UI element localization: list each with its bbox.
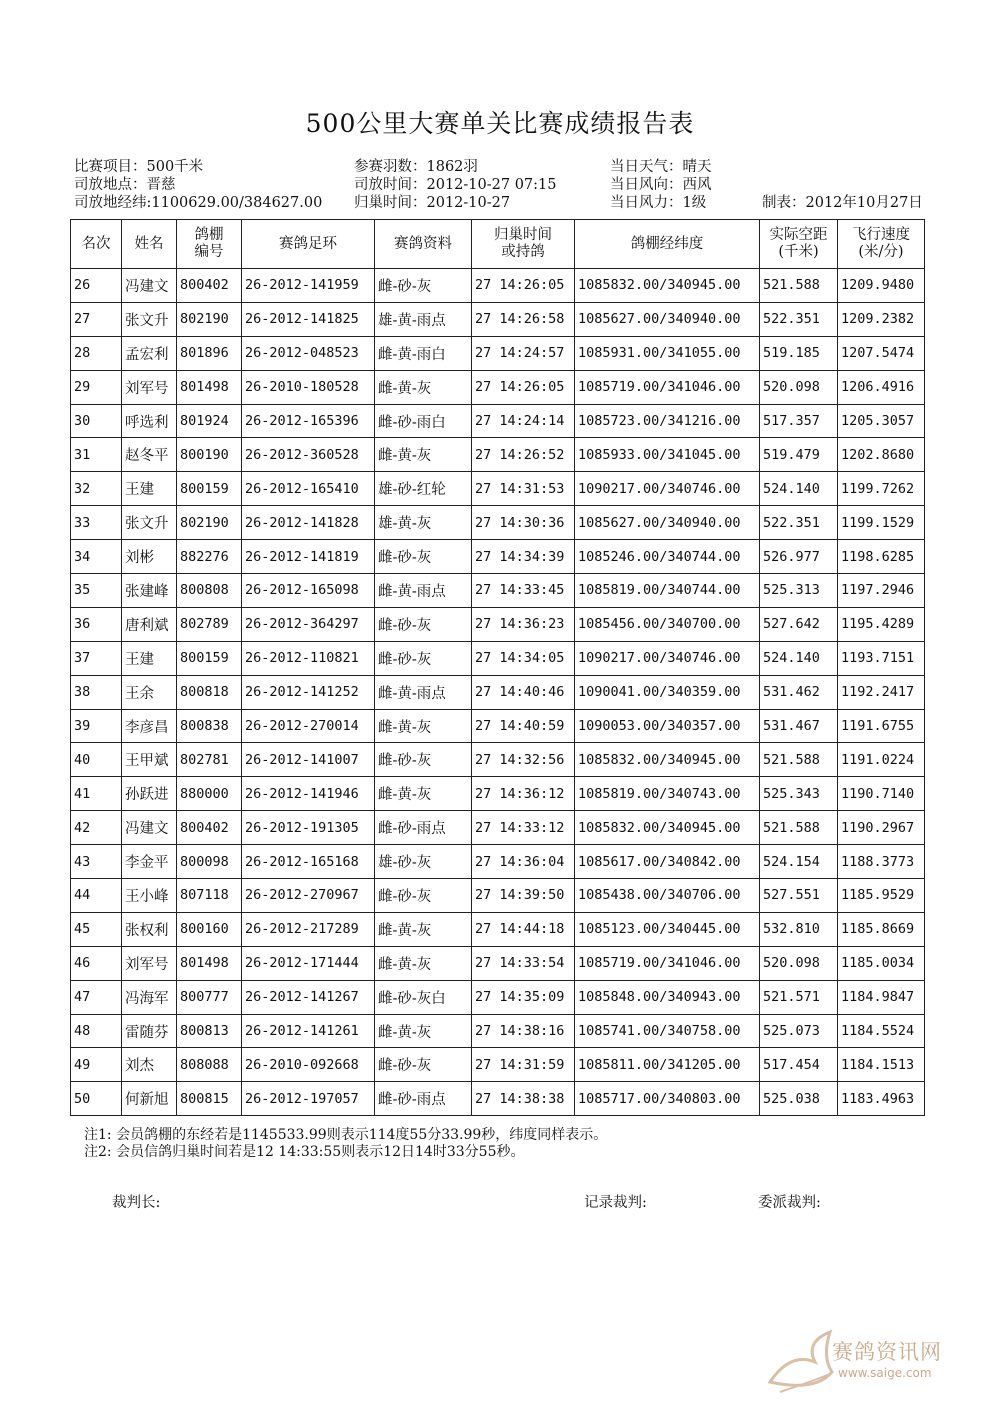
cell-speed: 1183.4963 (838, 1082, 925, 1116)
cell-speed: 1190.7140 (838, 777, 925, 811)
cell-loft-id: 800808 (177, 574, 242, 608)
cell-loft-coordinates: 1085931.00/341055.00 (575, 336, 760, 370)
cell-name: 王建 (122, 472, 177, 506)
cell-speed: 1185.8669 (838, 912, 925, 946)
cell-ring-number: 26-2010-092668 (242, 1048, 375, 1082)
cell-return-time: 27 14:26:05 (472, 370, 575, 404)
cell-loft-coordinates: 1085832.00/340945.00 (575, 269, 760, 303)
cell-rank: 48 (71, 1014, 122, 1048)
cell-ring-number: 26-2012-141252 (242, 675, 375, 709)
report-title: 500公里大赛单关比赛成绩报告表 (305, 109, 695, 138)
cell-distance: 517.454 (760, 1048, 838, 1082)
cell-name: 张文升 (122, 302, 177, 336)
cell-name: 冯建文 (122, 269, 177, 303)
cell-loft-id: 882276 (177, 540, 242, 574)
cell-loft-id: 801498 (177, 946, 242, 980)
cell-name: 雷随芬 (122, 1014, 177, 1048)
release-coordinates: 司放地经纬:1100629.00/384627.00 (74, 195, 323, 211)
header-bird-info: 赛鸽资料 (375, 220, 472, 269)
table-row (71, 1082, 925, 1116)
cell-name: 冯海军 (122, 980, 177, 1014)
cell-name: 孟宏利 (122, 336, 177, 370)
cell-name: 孙跃进 (122, 777, 177, 811)
cell-loft-id: 808088 (177, 1048, 242, 1082)
cell-rank: 41 (71, 777, 122, 811)
cell-ring-number: 26-2012-141946 (242, 777, 375, 811)
cell-rank: 47 (71, 980, 122, 1014)
cell-loft-id: 801498 (177, 370, 242, 404)
cell-loft-coordinates: 1085933.00/341045.00 (575, 438, 760, 472)
cell-name: 王余 (122, 675, 177, 709)
cell-loft-id: 800818 (177, 675, 242, 709)
cell-bird-info: 雌-黄-灰 (375, 370, 472, 404)
cell-name: 刘彬 (122, 540, 177, 574)
cell-bird-info: 雌-黄-灰 (375, 912, 472, 946)
info-row-3 (74, 194, 934, 212)
header-rank: 名次 (71, 220, 122, 269)
cell-return-time: 27 14:26:58 (472, 302, 575, 336)
cell-return-time: 27 14:34:39 (472, 540, 575, 574)
cell-return-time: 27 14:36:12 (472, 777, 575, 811)
cell-speed: 1199.1529 (838, 506, 925, 540)
cell-bird-info: 雄-黄-灰 (375, 506, 472, 540)
cell-speed: 1190.2967 (838, 811, 925, 845)
cell-ring-number: 26-2012-141819 (242, 540, 375, 574)
header-loft-coordinates: 鸽棚经纬度 (575, 220, 760, 269)
header-distance: 实际空距 (千米) (760, 220, 838, 269)
wind-direction: 当日风向：西风 (610, 177, 712, 193)
cell-rank: 34 (71, 540, 122, 574)
cell-return-time: 27 14:30:36 (472, 506, 575, 540)
cell-distance: 526.977 (760, 540, 838, 574)
cell-distance: 520.098 (760, 370, 838, 404)
table-body (71, 269, 925, 1116)
cell-loft-coordinates: 1085741.00/340758.00 (575, 1014, 760, 1048)
cell-loft-id: 800838 (177, 709, 242, 743)
table-row (71, 607, 925, 641)
cell-return-time: 27 14:34:05 (472, 641, 575, 675)
cell-loft-coordinates: 1085717.00/340803.00 (575, 1082, 760, 1116)
cell-rank: 29 (71, 370, 122, 404)
cell-ring-number: 26-2012-141261 (242, 1014, 375, 1048)
cell-return-time: 27 14:26:05 (472, 269, 575, 303)
cell-bird-info: 雌-黄-雨点 (375, 574, 472, 608)
cell-rank: 43 (71, 845, 122, 879)
info-row-1 (74, 158, 934, 176)
cell-name: 唐利斌 (122, 607, 177, 641)
cell-name: 张权利 (122, 912, 177, 946)
header-speed: 飞行速度 (米/分) (838, 220, 925, 269)
cell-bird-info: 雌-砂-雨白 (375, 404, 472, 438)
note-2: 注2: 会员信鸽归巢时间若是12 14:33:55则表示12日14时33分55秒。 (84, 1144, 525, 1160)
cell-rank: 38 (71, 675, 122, 709)
cell-rank: 36 (71, 607, 122, 641)
cell-ring-number: 26-2010-180528 (242, 370, 375, 404)
cell-rank: 49 (71, 1048, 122, 1082)
cell-rank: 42 (71, 811, 122, 845)
cell-distance: 521.571 (760, 980, 838, 1014)
table-header (71, 220, 925, 269)
cell-loft-id: 800159 (177, 641, 242, 675)
cell-speed: 1191.0224 (838, 743, 925, 777)
cell-bird-info: 雌-砂-灰 (375, 1048, 472, 1082)
cell-name: 刘军号 (122, 946, 177, 980)
cell-distance: 524.140 (760, 641, 838, 675)
cell-loft-coordinates: 1085811.00/341205.00 (575, 1048, 760, 1082)
cell-ring-number: 26-2012-141825 (242, 302, 375, 336)
cell-loft-id: 800813 (177, 1014, 242, 1048)
table-row (71, 912, 925, 946)
info-row-2 (74, 176, 934, 194)
table-row (71, 269, 925, 303)
cell-ring-number: 26-2012-270014 (242, 709, 375, 743)
cell-bird-info: 雌-黄-雨白 (375, 336, 472, 370)
cell-loft-id: 801924 (177, 404, 242, 438)
cell-bird-info: 雌-砂-灰 (375, 607, 472, 641)
cell-distance: 521.588 (760, 269, 838, 303)
cell-distance: 519.185 (760, 336, 838, 370)
cell-speed: 1193.7151 (838, 641, 925, 675)
release-time: 司放时间：2012-10-27 07:15 (354, 177, 557, 193)
cell-distance: 517.357 (760, 404, 838, 438)
cell-return-time: 27 14:36:23 (472, 607, 575, 641)
cell-ring-number: 26-2012-141959 (242, 269, 375, 303)
cell-rank: 50 (71, 1082, 122, 1116)
cell-rank: 27 (71, 302, 122, 336)
cell-rank: 30 (71, 404, 122, 438)
cell-bird-info: 雌-黄-灰 (375, 946, 472, 980)
cell-distance: 527.642 (760, 607, 838, 641)
header-ring-number: 赛鸽足环 (242, 220, 375, 269)
cell-loft-coordinates: 1085627.00/340940.00 (575, 506, 760, 540)
cell-ring-number: 26-2012-141267 (242, 980, 375, 1014)
cell-loft-id: 802190 (177, 506, 242, 540)
cell-distance: 525.073 (760, 1014, 838, 1048)
cell-loft-coordinates: 1085627.00/340940.00 (575, 302, 760, 336)
cell-bird-info: 雌-砂-灰 (375, 641, 472, 675)
cell-distance: 521.588 (760, 743, 838, 777)
cell-name: 赵冬平 (122, 438, 177, 472)
cell-loft-id: 880000 (177, 777, 242, 811)
cell-speed: 1197.2946 (838, 574, 925, 608)
cell-ring-number: 26-2012-364297 (242, 607, 375, 641)
cell-bird-info: 雄-砂-红轮 (375, 472, 472, 506)
cell-distance: 525.038 (760, 1082, 838, 1116)
table-row (71, 438, 925, 472)
chief-judge-label: 裁判长: (112, 1195, 161, 1211)
cell-loft-id: 802781 (177, 743, 242, 777)
footnotes (84, 1127, 607, 1161)
table-row (71, 811, 925, 845)
cell-distance: 525.313 (760, 574, 838, 608)
delegated-judge-label: 委派裁判: (758, 1195, 821, 1211)
results-table (70, 219, 925, 1116)
wind-force: 当日风力：1级 (610, 195, 707, 211)
cell-bird-info: 雄-黄-雨点 (375, 302, 472, 336)
cell-rank: 35 (71, 574, 122, 608)
cell-distance: 531.467 (760, 709, 838, 743)
cell-loft-id: 800098 (177, 845, 242, 879)
cell-bird-info: 雌-黄-雨点 (375, 675, 472, 709)
cell-return-time: 27 14:33:54 (472, 946, 575, 980)
cell-speed: 1184.9847 (838, 980, 925, 1014)
cell-bird-info: 雌-黄-灰 (375, 777, 472, 811)
tabulated-date: 制表：2012年10月27日 (762, 195, 923, 211)
cell-name: 冯建文 (122, 811, 177, 845)
cell-loft-coordinates: 1085723.00/341216.00 (575, 404, 760, 438)
cell-loft-coordinates: 1090217.00/340746.00 (575, 472, 760, 506)
cell-name: 呼选利 (122, 404, 177, 438)
cell-loft-coordinates: 1090041.00/340359.00 (575, 675, 760, 709)
cell-distance: 531.462 (760, 675, 838, 709)
cell-loft-id: 800160 (177, 912, 242, 946)
cell-speed: 1199.7262 (838, 472, 925, 506)
cell-return-time: 27 14:24:57 (472, 336, 575, 370)
cell-ring-number: 26-2012-048523 (242, 336, 375, 370)
cell-bird-info: 雌-砂-灰 (375, 879, 472, 913)
cell-speed: 1206.4916 (838, 370, 925, 404)
cell-name: 刘军号 (122, 370, 177, 404)
cell-ring-number: 26-2012-197057 (242, 1082, 375, 1116)
cell-speed: 1207.5474 (838, 336, 925, 370)
cell-loft-id: 800777 (177, 980, 242, 1014)
watermark-url: www.saige.com (838, 1366, 932, 1380)
table-row (71, 404, 925, 438)
header-name: 姓名 (122, 220, 177, 269)
cell-ring-number: 26-2012-141828 (242, 506, 375, 540)
cell-speed: 1198.6285 (838, 540, 925, 574)
cell-ring-number: 26-2012-165168 (242, 845, 375, 879)
cell-rank: 33 (71, 506, 122, 540)
cell-rank: 32 (71, 472, 122, 506)
cell-loft-coordinates: 1085246.00/340744.00 (575, 540, 760, 574)
cell-rank: 37 (71, 641, 122, 675)
cell-loft-id: 801896 (177, 336, 242, 370)
race-item: 比赛项目：500千米 (74, 159, 204, 175)
cell-ring-number: 26-2012-217289 (242, 912, 375, 946)
table-row (71, 336, 925, 370)
table-row (71, 1014, 925, 1048)
cell-return-time: 27 14:24:14 (472, 404, 575, 438)
cell-return-time: 27 14:32:56 (472, 743, 575, 777)
cell-bird-info: 雌-砂-雨点 (375, 1082, 472, 1116)
table-row (71, 540, 925, 574)
table-row (71, 1048, 925, 1082)
cell-loft-coordinates: 1085848.00/340943.00 (575, 980, 760, 1014)
cell-loft-id: 800815 (177, 1082, 242, 1116)
cell-return-time: 27 14:38:16 (472, 1014, 575, 1048)
cell-loft-coordinates: 1085719.00/341046.00 (575, 370, 760, 404)
cell-bird-info: 雌-砂-雨点 (375, 811, 472, 845)
table-row (71, 879, 925, 913)
cell-rank: 31 (71, 438, 122, 472)
cell-loft-coordinates: 1085438.00/340706.00 (575, 879, 760, 913)
cell-name: 王小峰 (122, 879, 177, 913)
cell-return-time: 27 14:44:18 (472, 912, 575, 946)
table-row (71, 709, 925, 743)
cell-return-time: 27 14:31:59 (472, 1048, 575, 1082)
table-row (71, 743, 925, 777)
cell-speed: 1192.2417 (838, 675, 925, 709)
cell-ring-number: 26-2012-171444 (242, 946, 375, 980)
cell-speed: 1184.1513 (838, 1048, 925, 1082)
table-row (71, 506, 925, 540)
cell-return-time: 27 14:33:12 (472, 811, 575, 845)
table-row (71, 777, 925, 811)
return-date: 归巢时间：2012-10-27 (354, 195, 511, 211)
cell-loft-coordinates: 1085123.00/340445.00 (575, 912, 760, 946)
weather: 当日天气：晴天 (610, 159, 712, 175)
cell-rank: 46 (71, 946, 122, 980)
cell-speed: 1195.4289 (838, 607, 925, 641)
cell-bird-info: 雌-砂-灰 (375, 743, 472, 777)
cell-name: 王建 (122, 641, 177, 675)
cell-speed: 1205.3057 (838, 404, 925, 438)
cell-ring-number: 26-2012-165098 (242, 574, 375, 608)
table-row (71, 845, 925, 879)
cell-loft-id: 800402 (177, 811, 242, 845)
cell-return-time: 27 14:36:04 (472, 845, 575, 879)
header-return-time: 归巢时间 或持鸽 (472, 220, 575, 269)
note-1: 注1: 会员鸽棚的东经若是1145533.99则表示114度55分33.99秒，纬度同样表示。 (84, 1127, 608, 1143)
entry-count: 参赛羽数：1862羽 (354, 159, 478, 175)
cell-speed: 1185.0034 (838, 946, 925, 980)
cell-loft-id: 800190 (177, 438, 242, 472)
table-row (71, 370, 925, 404)
cell-bird-info: 雌-黄-灰 (375, 438, 472, 472)
cell-loft-coordinates: 1085819.00/340744.00 (575, 574, 760, 608)
cell-ring-number: 26-2012-165410 (242, 472, 375, 506)
cell-speed: 1209.9480 (838, 269, 925, 303)
cell-speed: 1202.8680 (838, 438, 925, 472)
cell-distance: 524.154 (760, 845, 838, 879)
cell-ring-number: 26-2012-141007 (242, 743, 375, 777)
cell-loft-coordinates: 1085832.00/340945.00 (575, 811, 760, 845)
cell-speed: 1185.9529 (838, 879, 925, 913)
watermark-text: 赛鸽资讯网 (832, 1340, 942, 1364)
cell-name: 张文升 (122, 506, 177, 540)
cell-speed: 1188.3773 (838, 845, 925, 879)
table-row (71, 675, 925, 709)
cell-distance: 520.098 (760, 946, 838, 980)
cell-bird-info: 雌-黄-灰 (375, 1014, 472, 1048)
cell-loft-coordinates: 1085617.00/340842.00 (575, 845, 760, 879)
cell-return-time: 27 14:33:45 (472, 574, 575, 608)
cell-return-time: 27 14:35:09 (472, 980, 575, 1014)
cell-distance: 521.588 (760, 811, 838, 845)
table-row (71, 574, 925, 608)
cell-loft-coordinates: 1085456.00/340700.00 (575, 607, 760, 641)
cell-rank: 44 (71, 879, 122, 913)
cell-loft-coordinates: 1085832.00/340945.00 (575, 743, 760, 777)
cell-return-time: 27 14:38:38 (472, 1082, 575, 1116)
cell-loft-coordinates: 1090053.00/340357.00 (575, 709, 760, 743)
cell-name: 张建峰 (122, 574, 177, 608)
cell-speed: 1191.6755 (838, 709, 925, 743)
cell-loft-coordinates: 1085719.00/341046.00 (575, 946, 760, 980)
cell-bird-info: 雌-砂-灰 (375, 269, 472, 303)
cell-loft-coordinates: 1090217.00/340746.00 (575, 641, 760, 675)
cell-return-time: 27 14:40:59 (472, 709, 575, 743)
cell-distance: 527.551 (760, 879, 838, 913)
cell-loft-id: 802789 (177, 607, 242, 641)
recording-judge-label: 记录裁判: (584, 1195, 647, 1211)
cell-loft-id: 800159 (177, 472, 242, 506)
cell-speed: 1184.5524 (838, 1014, 925, 1048)
cell-distance: 525.343 (760, 777, 838, 811)
cell-loft-id: 807118 (177, 879, 242, 913)
cell-speed: 1209.2382 (838, 302, 925, 336)
cell-bird-info: 雌-砂-灰白 (375, 980, 472, 1014)
cell-ring-number: 26-2012-191305 (242, 811, 375, 845)
cell-loft-id: 802190 (177, 302, 242, 336)
cell-name: 李金平 (122, 845, 177, 879)
cell-bird-info: 雄-砂-灰 (375, 845, 472, 879)
cell-rank: 40 (71, 743, 122, 777)
cell-return-time: 27 14:40:46 (472, 675, 575, 709)
cell-ring-number: 26-2012-165396 (242, 404, 375, 438)
cell-return-time: 27 14:26:52 (472, 438, 575, 472)
cell-name: 王甲斌 (122, 743, 177, 777)
cell-rank: 28 (71, 336, 122, 370)
cell-bird-info: 雌-砂-灰 (375, 540, 472, 574)
cell-bird-info: 雌-黄-灰 (375, 709, 472, 743)
cell-distance: 532.810 (760, 912, 838, 946)
cell-return-time: 27 14:39:50 (472, 879, 575, 913)
table-row (71, 641, 925, 675)
table-row (71, 946, 925, 980)
release-location: 司放地点：晋慈 (74, 177, 176, 193)
cell-distance: 519.479 (760, 438, 838, 472)
race-info (74, 158, 934, 212)
table-row (71, 302, 925, 336)
cell-rank: 26 (71, 269, 122, 303)
cell-rank: 39 (71, 709, 122, 743)
cell-loft-coordinates: 1085819.00/340743.00 (575, 777, 760, 811)
table-row (71, 980, 925, 1014)
cell-rank: 45 (71, 912, 122, 946)
cell-ring-number: 26-2012-360528 (242, 438, 375, 472)
cell-name: 李彦昌 (122, 709, 177, 743)
header-loft-id: 鸽棚 编号 (177, 220, 242, 269)
cell-distance: 522.351 (760, 506, 838, 540)
cell-ring-number: 26-2012-110821 (242, 641, 375, 675)
cell-return-time: 27 14:31:53 (472, 472, 575, 506)
cell-distance: 524.140 (760, 472, 838, 506)
cell-name: 刘杰 (122, 1048, 177, 1082)
cell-loft-id: 800402 (177, 269, 242, 303)
cell-distance: 522.351 (760, 302, 838, 336)
cell-ring-number: 26-2012-270967 (242, 879, 375, 913)
table-row (71, 472, 925, 506)
cell-name: 何新旭 (122, 1082, 177, 1116)
